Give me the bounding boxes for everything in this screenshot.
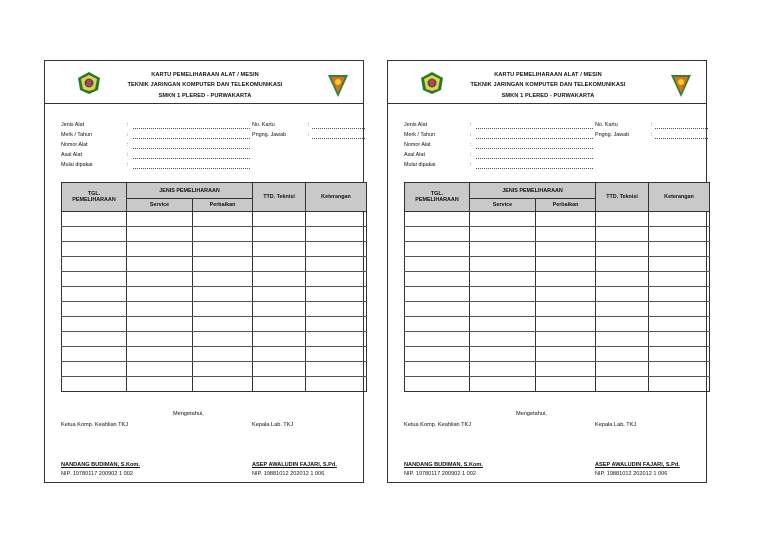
field-colon: : [470, 142, 472, 148]
kepala-label: Kepala Lab. TKJ [252, 422, 294, 428]
table-row [405, 362, 710, 377]
kepala-label: Kepala Lab. TKJ [595, 422, 637, 428]
field-line [133, 128, 250, 129]
signer-right-name: ASEP AWALUDIN FAJARI, S.Pd. [595, 462, 680, 468]
field-colon: : [127, 132, 129, 138]
field-label: Jenis Alat [61, 122, 85, 128]
table-row [62, 332, 367, 347]
field-line [655, 128, 708, 129]
header-tgl-line1: TGL. [430, 191, 444, 197]
field-line [476, 138, 593, 139]
field-line [312, 128, 365, 129]
emblem-logo-icon [671, 73, 691, 97]
school-title: SMKN 1 PLERED - PURWAKARTA [158, 93, 252, 99]
field-label: Jenis Alat [404, 122, 428, 128]
field-colon: : [470, 132, 472, 138]
ketua-label: Ketua Komp. Keahlian TKJ [404, 422, 472, 428]
header-tgl-line1: TGL. [87, 191, 101, 197]
field-colon: : [127, 152, 129, 158]
maintenance-card-left [44, 60, 364, 483]
field-label: Pngng. Jawab [595, 132, 630, 138]
field-label: No. Kartu [595, 122, 618, 128]
header-jenis: JENIS PEMELIHARAAN [127, 183, 253, 199]
table-row [405, 302, 710, 317]
signer-right-name: ASEP AWALUDIN FAJARI, S.Pd. [252, 462, 337, 468]
field-colon: : [470, 122, 472, 128]
field-colon: : [127, 122, 129, 128]
field-colon: : [651, 122, 653, 128]
school-logo-icon [421, 72, 443, 94]
field-colon: : [470, 152, 472, 158]
field-label: Merk / Tahun [404, 132, 436, 138]
field-colon: : [308, 132, 310, 138]
header-tgl-line2: PEMELIHARAAN [415, 197, 459, 203]
header-tgl-line2: PEMELIHARAAN [72, 197, 116, 203]
header-jenis: JENIS PEMELIHARAAN [470, 183, 596, 199]
header-perbaikan: Perbaikan [193, 199, 253, 212]
department-title: TEKNIK JARINGAN KOMPUTER DAN TELEKOMUNIKASI [470, 82, 626, 88]
mengetahui-text: Mengetahui, [173, 411, 204, 417]
header-service: Service [470, 199, 536, 212]
table-row [62, 242, 367, 257]
field-line [133, 148, 250, 149]
card-title: KARTU PEMELIHARAAN ALAT / MESIN [494, 72, 602, 78]
field-label: Asal Alat [404, 152, 425, 158]
table-row [405, 242, 710, 257]
header-service: Service [127, 199, 193, 212]
table-row [62, 287, 367, 302]
field-colon: : [470, 162, 472, 168]
field-line [476, 148, 593, 149]
field-label: Asal Alat [61, 152, 82, 158]
ketua-label: Ketua Komp. Keahlian TKJ [61, 422, 129, 428]
field-label: No. Kartu [252, 122, 275, 128]
field-label: Nomor Alat [61, 142, 88, 148]
table-row [62, 272, 367, 287]
field-label: Merk / Tahun [61, 132, 93, 138]
table-row [405, 377, 710, 392]
table-row [62, 257, 367, 272]
signer-left-name: NANDANG BUDIMAN, S.Kom. [61, 462, 140, 468]
signer-left-nip: NIP. 19780117 200902 1 002 [404, 471, 476, 477]
header-keterangan: Keterangan [306, 183, 367, 212]
table-row [405, 212, 710, 227]
header-perbaikan: Perbaikan [536, 199, 596, 212]
field-line [476, 158, 593, 159]
field-line [133, 168, 250, 169]
table-row [405, 287, 710, 302]
table-row [62, 317, 367, 332]
field-colon: : [127, 142, 129, 148]
header-keterangan: Keterangan [649, 183, 710, 212]
card-title: KARTU PEMELIHARAAN ALAT / MESIN [151, 72, 259, 78]
card-header [45, 61, 363, 104]
table-row [405, 257, 710, 272]
field-label: Mulai dipakai [61, 162, 93, 168]
table-row [62, 362, 367, 377]
header-ttd: TTD. Teknisi [596, 183, 649, 212]
maintenance-table [404, 182, 710, 392]
table-row [62, 227, 367, 242]
table-row [62, 212, 367, 227]
field-line [133, 138, 250, 139]
header-ttd: TTD. Teknisi [253, 183, 306, 212]
table-row [62, 377, 367, 392]
school-title: SMKN 1 PLERED - PURWAKARTA [501, 93, 595, 99]
table-row [405, 227, 710, 242]
field-line [476, 168, 593, 169]
field-label: Mulai dipakai [404, 162, 436, 168]
school-logo-icon [78, 72, 100, 94]
field-line [655, 138, 708, 139]
table-row [62, 302, 367, 317]
signer-right-nip: NIP. 19881012 202012 1 006 [252, 471, 325, 477]
table-row [405, 347, 710, 362]
maintenance-card-right [387, 60, 707, 483]
signer-left-nip: NIP. 19780117 200902 1 002 [61, 471, 133, 477]
table-row [405, 332, 710, 347]
header-tgl [405, 183, 470, 212]
table-row [405, 272, 710, 287]
field-colon: : [127, 162, 129, 168]
table-row [405, 317, 710, 332]
field-label: Pngng. Jawab [252, 132, 287, 138]
field-colon: : [651, 132, 653, 138]
card-header [388, 61, 706, 104]
field-line [476, 128, 593, 129]
header-tgl [62, 183, 127, 212]
field-line [312, 138, 365, 139]
field-colon: : [308, 122, 310, 128]
department-title: TEKNIK JARINGAN KOMPUTER DAN TELEKOMUNIKASI [127, 82, 283, 88]
emblem-logo-icon [328, 73, 348, 97]
mengetahui-text: Mengetahui, [516, 411, 547, 417]
signer-right-nip: NIP. 19881012 202012 1 006 [595, 471, 668, 477]
signer-left-name: NANDANG BUDIMAN, S.Kom. [404, 462, 483, 468]
maintenance-table [61, 182, 367, 392]
field-line [133, 158, 250, 159]
table-row [62, 347, 367, 362]
field-label: Nomor Alat [404, 142, 431, 148]
